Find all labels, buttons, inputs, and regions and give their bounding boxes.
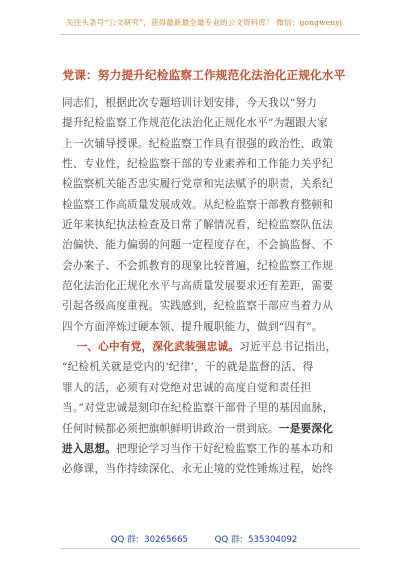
body-text: 把理论学习当作干好纪检监察工作的基本功和: [116, 442, 334, 455]
body-line: 罪人的活，必须有对党绝对忠诚的高度自觉和责任担: [62, 381, 312, 394]
body-line: 提升纪检监察工作规范化法治化正规化水平”为题跟大家: [62, 117, 328, 130]
header-divider: [60, 34, 360, 35]
document-title: 党课：努力提升纪检监察工作规范化法治化正规化水平: [62, 68, 346, 82]
body-line-with-emphasis: [62, 419, 348, 439]
body-line: 检监察机关能否忠实履行党章和宪法赋予的职责，关系纪: [62, 178, 334, 191]
body-line: 同志们，根据此次专题培训计划安排，今天我以“努力: [62, 97, 318, 109]
section-heading: 一、心中有党，深化武装强忠诚。: [76, 341, 240, 354]
body-line: “纪检机关就是党内的‘纪律’，干的就是监督的活、得: [62, 361, 314, 374]
document-body: [62, 93, 348, 480]
section-one: [62, 337, 348, 479]
body-line: 会办案子、不会抓教育的现象比较普遍，纪检监察工作规: [62, 259, 334, 272]
intro-paragraph: [62, 93, 348, 337]
section-heading-line: [62, 337, 348, 357]
body-line: 四个方面淬炼过硬本领、提升履职能力，做到“四有”。: [62, 320, 323, 333]
body-text: 任何时候都必须把旗帜鲜明讲政治一贯到底。: [62, 422, 279, 435]
body-line: 治偏快、能力偏弱的问题一定程度存在，不会搞监督、不: [62, 239, 334, 252]
body-line: 必修课，当作持续深化、永无止境的党性锤炼过程，始终: [62, 463, 334, 476]
section-heading-rest: 习近平总书记指出，: [239, 341, 337, 354]
body-line: 当。”对党忠诚是刻印在纪检监察干部骨子里的基因血脉，: [62, 402, 334, 415]
body-line: 上一次辅导授课。纪检监察工作具有很强的政治性、政策: [62, 137, 334, 150]
header-note: 关注头条号“公文研究”，获得最新最全最专业的公文资料库！ 微信：gongwenyj: [65, 18, 343, 27]
qq-group-left: QQ 群：30265665: [110, 535, 188, 545]
emphasis-text: 一是要深化: [278, 422, 334, 435]
emphasis-text-cont: 进入思想。: [62, 442, 117, 455]
footer-divider: [60, 548, 360, 549]
body-line: 性、专业性，纪检监察干部的专业素养和工作能力关乎纪: [62, 158, 334, 171]
footer-contacts: [0, 533, 408, 545]
body-line: 范化法治化正规化水平与高质量发展要求还有差距，需要: [62, 280, 334, 293]
body-line: 引起各级高度重视。实践感到，纪检监察干部应当着力从: [62, 300, 334, 313]
qq-group-right: QQ 群：535304092: [214, 535, 298, 545]
body-line: 检监察工作高质量发展成效。从纪检监察干部教育整顿和: [62, 198, 334, 211]
body-line-with-emphasis: [62, 439, 348, 459]
body-line: 近年来执纪执法检查及日常了解情况看，纪检监察队伍法: [62, 219, 334, 232]
